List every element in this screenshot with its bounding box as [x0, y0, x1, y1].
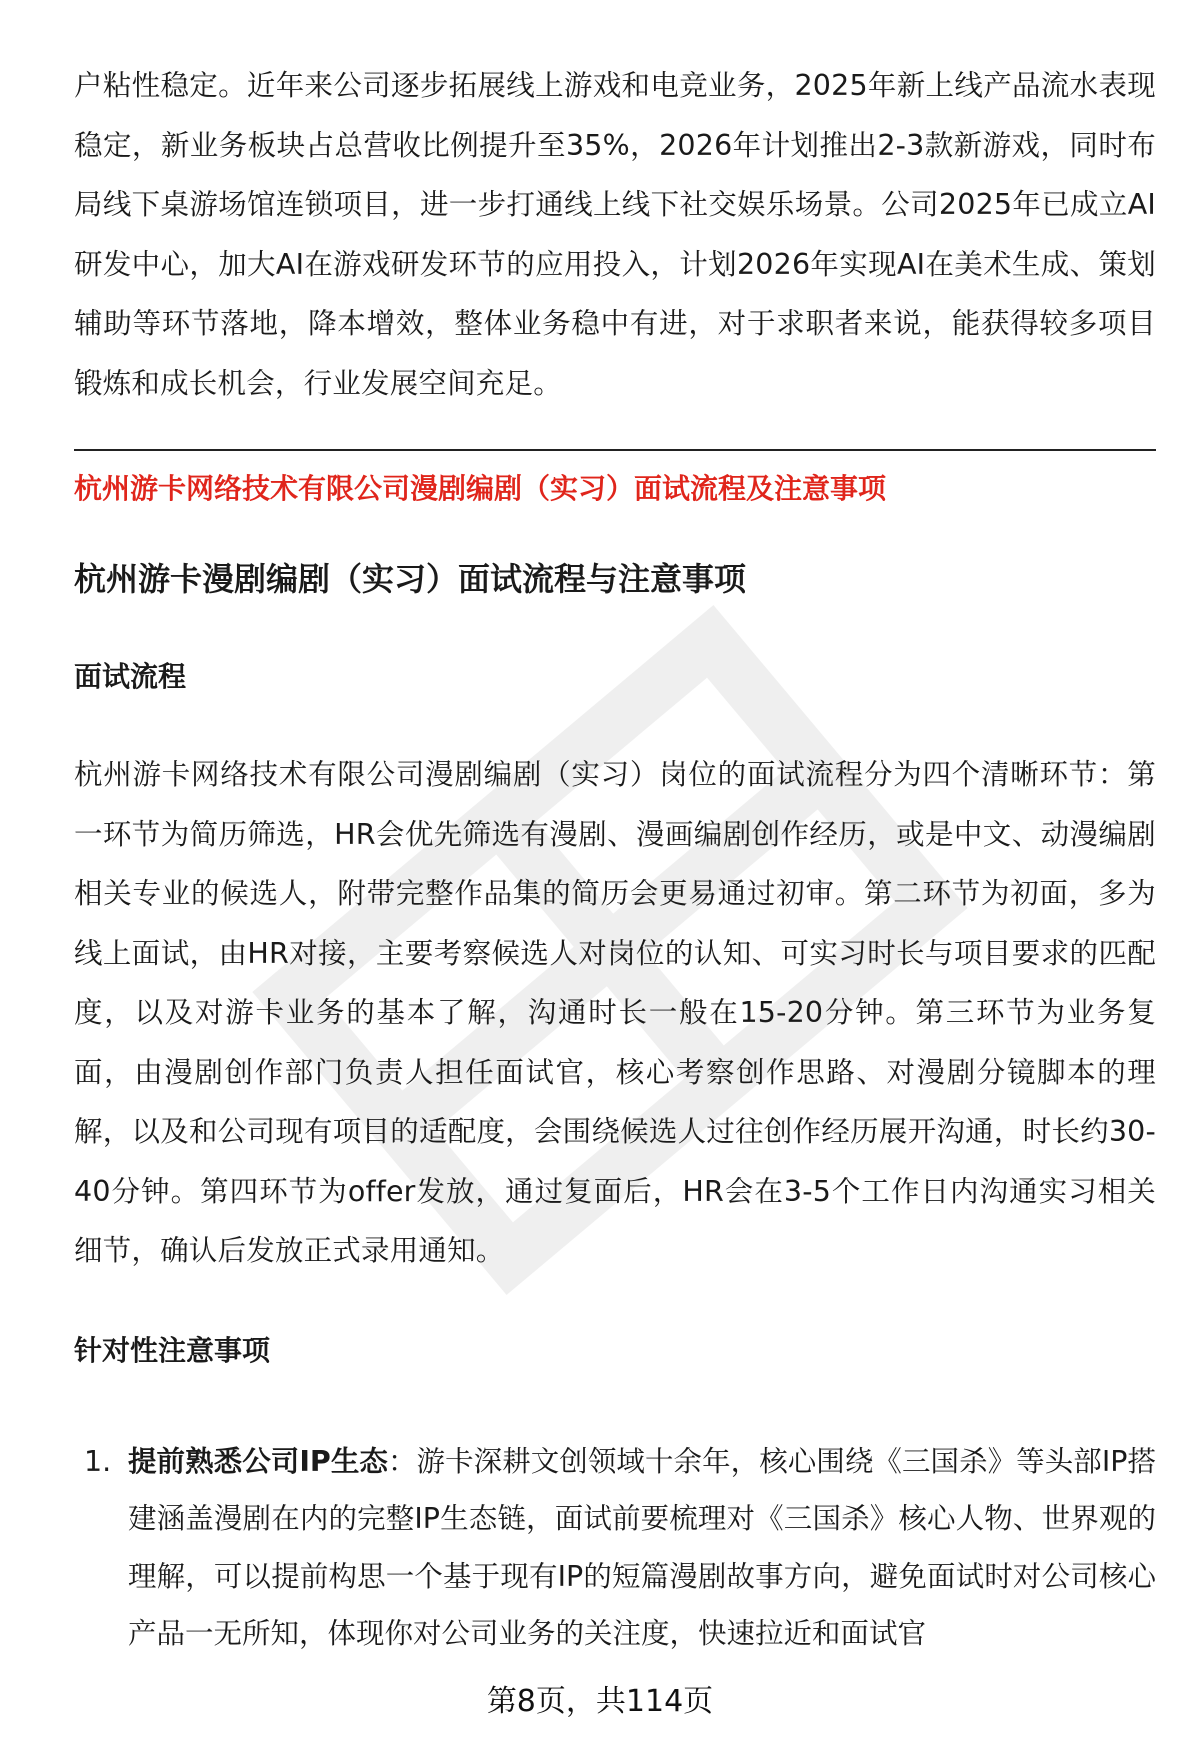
section-title: 杭州游卡网络技术有限公司漫剧编剧（实习）面试流程及注意事项 [74, 472, 887, 505]
article-title: 杭州游卡漫剧编剧（实习）面试流程与注意事项 [74, 560, 747, 598]
list-item-lead: 提前熟悉公司IP生态 [128, 1444, 388, 1478]
section-divider [74, 449, 1156, 451]
list-item [74, 1433, 1156, 1663]
list-item-text: ：游卡深耕文创领域十余年，核心围绕《三国杀》等头部IP搭建涵盖漫剧在内的完整IP生态链，面试前要梳理对《三国杀》核心人物、世界观的理解，可以提前构思一个基于现有IP的短篇漫剧故事方向，避免面试时对公司核心产品一无所知，体现你对公司业务的关注度，快速拉近和面试官 [128, 1444, 1156, 1650]
interview-process-heading: 面试流程 [74, 660, 187, 693]
notes-list [74, 1433, 1156, 1663]
page-number: 第8页，共114页 [486, 1684, 714, 1719]
list-item-number: 1. [84, 1444, 112, 1478]
intro-paragraph: 户粘性稳定。近年来公司逐步拓展线上游戏和电竞业务，2025年新上线产品流水表现稳定，新业务板块占总营收比例提升至35%，2026年计划推出2-3款新游戏，同时布局线下桌游场馆连锁项目，进一步打通线上线下社交娱乐场景。公司2025年已成立AI研发中心，加大AI在游戏研发环节的应用投入，计划2026年实现AI在美术生成、策划辅助等环节落地，降本增效，整体业务稳中有进，对于求职者来说，能获得较多项目锻炼和成长机会，行业发展空间充足。 [74, 69, 1156, 400]
notes-heading: 针对性注意事项 [74, 1333, 271, 1367]
document-content [74, 56, 1156, 1663]
interview-process-body: 杭州游卡网络技术有限公司漫剧编剧（实习）岗位的面试流程分为四个清晰环节：第一环节为简历筛选，HR会优先筛选有漫剧、漫画编剧创作经历，或是中文、动漫编剧相关专业的候选人，附带完整作品集的简历会更易通过初审。第二环节为初面，多为线上面试，由HR对接，主要考察候选人对岗位的认知、可实习时长与项目要求的匹配度，以及对游卡业务的基本了解，沟通时长一般在15-20分钟。第三环节为业务复面，由漫剧创作部门负责人担任面试官，核心考察创作思路、对漫剧分镜脚本的理解，以及和公司现有项目的适配度，会围绕候选人过往创作经历展开沟通，时长约30-40分钟。第四环节为offer发放，通过复面后，HR会在3-5个工作日内沟通实习相关细节，确认后发放正式录用通知。 [74, 758, 1156, 1267]
